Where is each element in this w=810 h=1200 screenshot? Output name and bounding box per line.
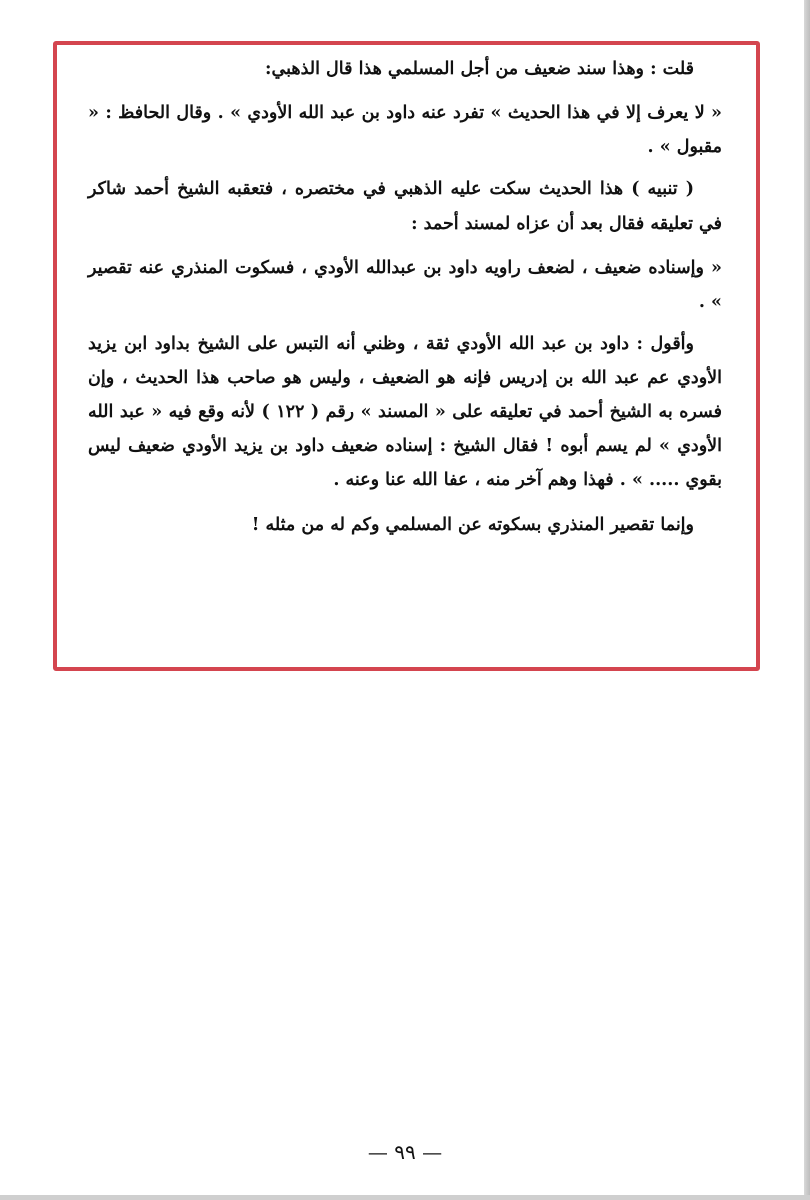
paragraph-dhahabi-quote: « لا يعرف إلا في هذا الحديث » تفرد عنه داود بن عبد الله الأودي » . وقال الحافظ : « مقبول » . xyxy=(88,103,722,158)
document-body xyxy=(88,52,722,552)
paragraph-intro: قلت : وهذا سند ضعيف من أجل المسلمي هذا قال الذهبي: xyxy=(265,59,694,79)
paragraph-response: وأقول : داود بن عبد الله الأودي ثقة ، وظني أنه التبس على الشيخ بداود ابن يزيد الأودي عم عبد الله بن إدريس فإنه هو الضعيف ، وليس هو صاحب هذا الحديث ، وإن فسره به الشيخ أحمد في تعليقه على « المسند » رقم ( ١٢٢ ) لأنه وقع فيه « عبد الله الأودي » لم يسم أبوه ! فقال الشيخ : إسناده ضعيف داود بن يزيد الأودي ضعيف ليس بقوي ..... » . فهذا وهم آخر منه ، عفا الله عنا وعنه . xyxy=(88,333,722,491)
page-edge-right xyxy=(804,0,810,1200)
page-edge-bottom xyxy=(0,1195,810,1200)
paragraph-shakir-quote: « وإسناده ضعيف ، لضعف راويه داود بن عبدالله الأودي ، فسكوت المنذري عنه تقصير » . xyxy=(88,257,722,312)
paragraph-conclusion: وإنما تقصير المنذري بسكوته عن المسلمي وكم له من مثله ! xyxy=(251,514,694,535)
page-number: — ٩٩ — xyxy=(367,1140,443,1164)
paragraph-note: ( تنبيه ) هذا الحديث سكت عليه الذهبي في مختصره ، فتعقبه الشيخ أحمد شاكر في تعليقه فقال بعد أن عزاه لمسند أحمد : xyxy=(88,179,722,234)
